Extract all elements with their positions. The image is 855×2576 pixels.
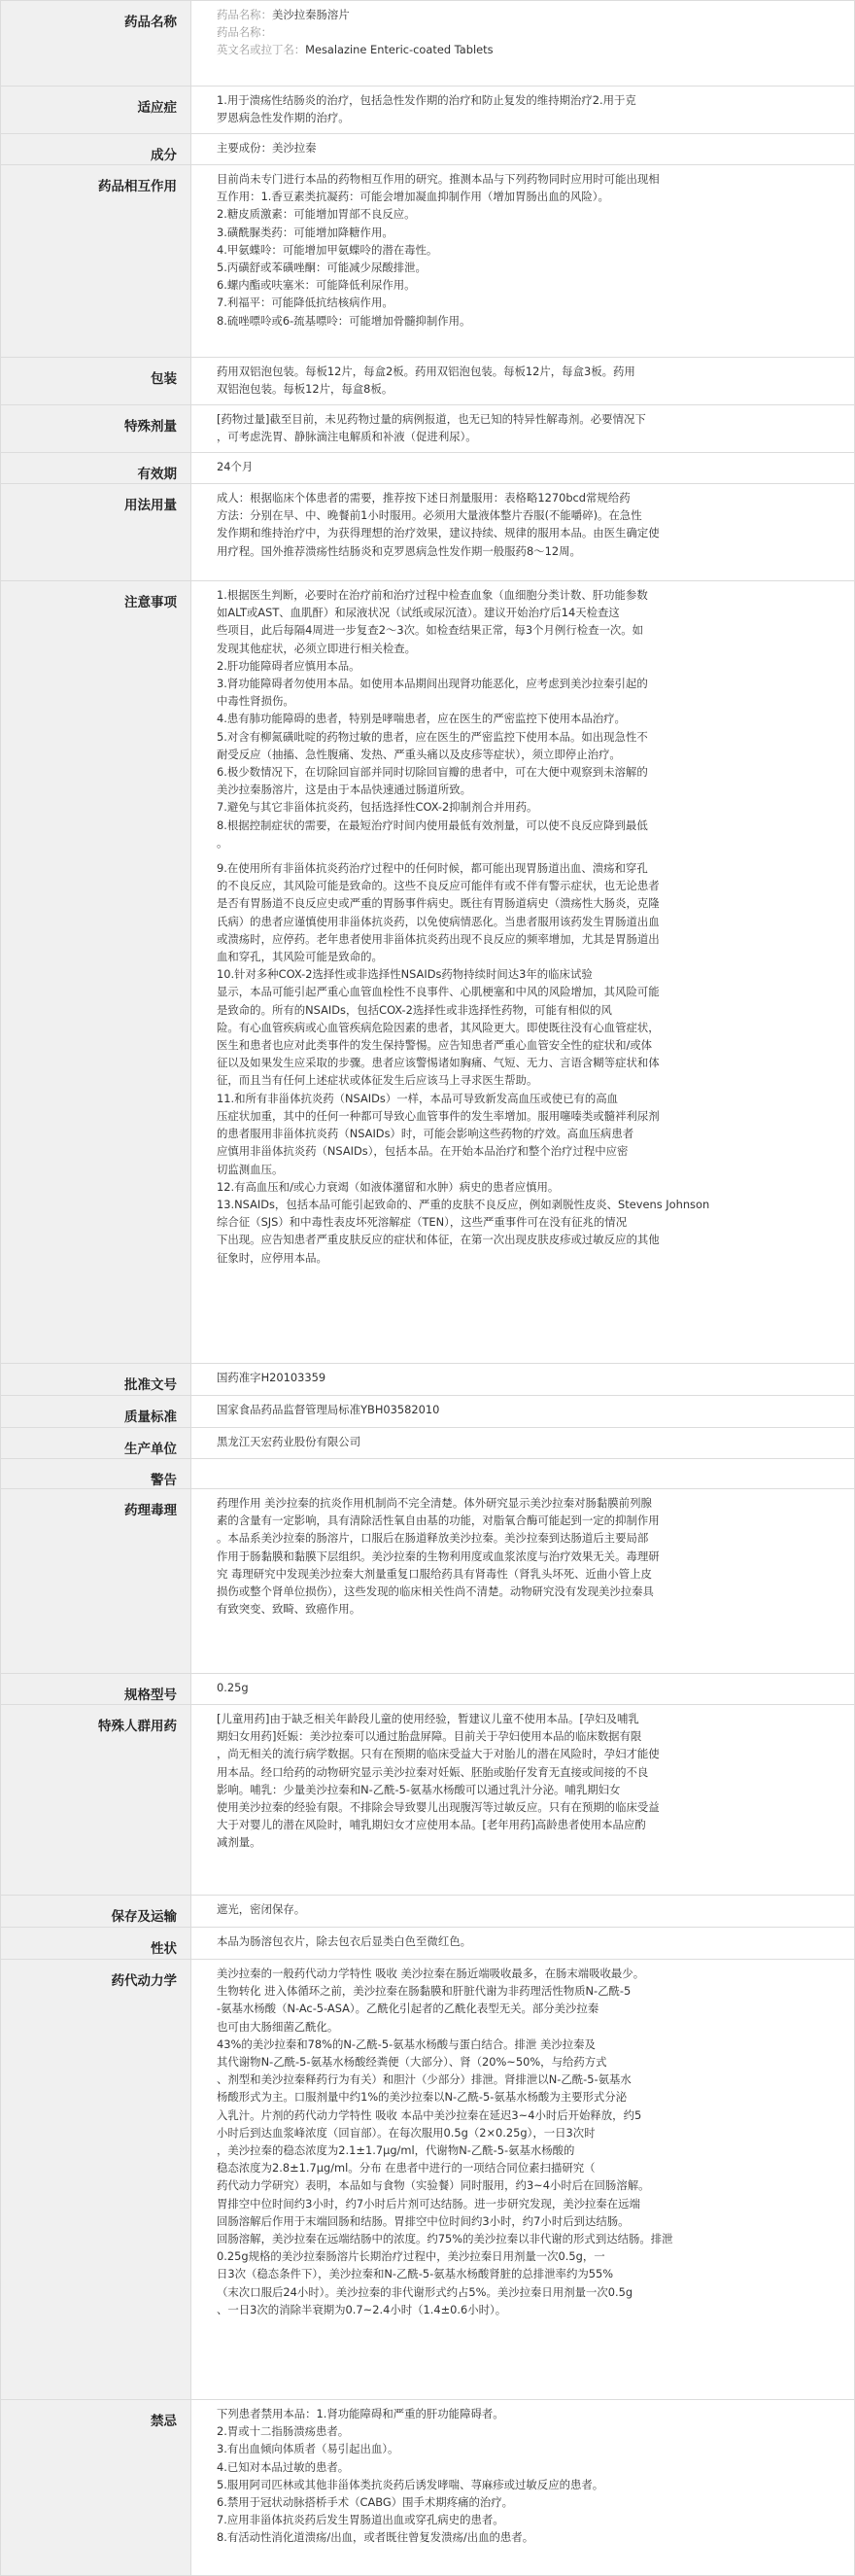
text-line: 2.肝功能障碍者应慎用本品。: [217, 658, 360, 673]
text-line: 8.硫唑嘌呤或6-巯基嘌呤：可能增加骨髓抑制作用。: [217, 313, 471, 328]
text-line: 0.25g: [217, 1681, 249, 1694]
row-label: [1, 1, 191, 86]
text-line: 8.根据控制症状的需要，在最短治疗时间内使用最低有效剂量，可以使不良反应降到最低: [217, 818, 648, 832]
row-value: [191, 1674, 854, 1704]
text-line: 氏病）的患者应谨慎使用非甾体抗炎药，以免使病情恶化。当患者服用该药发生胃肠道出血: [217, 914, 660, 928]
text-line: 0.25g规格的美沙拉秦肠溶片长期治疗过程中，美沙拉秦日用剂量一次0.5g，一: [217, 2249, 605, 2264]
field-caption: 英文名或拉丁名：: [217, 43, 306, 57]
row-label: [1, 1489, 191, 1673]
text-line: 3.有出血倾向体质者（易引起出血）。: [217, 2442, 399, 2456]
text-line: 5.对含有柳氮磺吡啶的药物过敏的患者，应在医生的严密监控下使用本品。如出现急性不: [217, 729, 648, 744]
text-line: 。: [217, 835, 228, 850]
text-line: 影响。哺乳：少量美沙拉秦和N-乙酰-5-氨基水杨酸可以通过乳汁分泌。哺乳期妇女: [217, 1782, 621, 1796]
text-line: 国药准字H20103359: [217, 1371, 326, 1384]
row-overdose: [1, 405, 854, 453]
text-line: 下列患者禁用本品：1.肾功能障碍和严重的肝功能障碍者。: [217, 2407, 504, 2420]
row-label-text: 质量标准: [124, 1410, 177, 1425]
text-line: 3.肾功能障碍者勿使用本品。如使用本品期间出现肾功能恶化，应考虑到美沙拉秦引起的: [217, 677, 648, 691]
text-line: 用疗程。国外推荐溃疡性结肠炎和克罗恩病急性发作期一般服药8～12周。: [217, 543, 581, 558]
text-line: 回肠溶解后作用于末端回肠和结肠。胃排空中位时间约3小时，约7小时后到达结肠。: [217, 2213, 630, 2228]
row-contra: [1, 2400, 854, 2575]
text-line: 国家食品药品监督管理局标准YBH03582010: [217, 1403, 440, 1416]
text-line: ，可考虑洗胃、静脉滴注电解质和补液（促进利尿）。: [217, 430, 477, 444]
text-line: 发作期和维持治疗中，为获得理想的治疗效果，建议持续、规律的服用本品。由医生确定使: [217, 526, 660, 540]
row-value: [191, 1396, 854, 1427]
row-value: [191, 484, 854, 580]
text-line: [217, 6, 844, 23]
text-line: 美沙拉秦的一般药代动力学特性 吸收 美沙拉秦在肠近端吸收最多，在肠末端吸收最少。: [217, 1967, 645, 1980]
text-line: 压症状加重，其中的任何一种都可导致心血管事件的发生率增加。服用噻嗪类或髓袢利尿剂: [217, 1108, 660, 1123]
text-line: 的患者服用非甾体抗炎药（NSAIDs）时，可能会影响这些药物的疗效。高血压病患者: [217, 1127, 634, 1141]
text-line: 其代谢物N-乙酰-5-氨基水杨酸经粪便（大部分）、肾（20%~50%，与给药方式: [217, 2055, 607, 2070]
row-label: [1, 1928, 191, 1959]
field-value: 美沙拉秦肠溶片: [271, 8, 350, 21]
text-line: 下出现。应告知患者严重皮肤反应的症状和体征，在第一次出现皮肤皮疹或过敏反应的其他: [217, 1233, 660, 1247]
row-ingredient: [1, 134, 854, 165]
text-line: 大于对婴儿的潜在风险时，哺乳期妇女才应使用本品。[老年用药]高龄患者使用本品应酌: [217, 1818, 646, 1832]
row-label: [1, 358, 191, 404]
row-label-text: 禁忌: [151, 2414, 177, 2429]
text-line: 互作用：1.香豆素类抗凝药：可能会增加凝血抑制作用（增加胃肠出血的风险）。: [217, 190, 609, 204]
row-value: [191, 1705, 854, 1895]
row-label-text: 规格型号: [124, 1688, 177, 1703]
text-line: 13.NSAIDs，包括本品可能引起致命的、严重的皮肤不良反应，例如剥脱性皮炎、Stevens Johnson: [217, 1197, 710, 1211]
text-line: 素的含量有一定影响，具有清除活性氧自由基的功能，对脂氧合酶可能起到一定的抑制作用: [217, 1514, 660, 1528]
text-line: 的不良反应，其风险可能是致命的。这些不良反应可能伴有或不伴有警示症状，也无论患者: [217, 879, 660, 893]
text-line: 有致突变、致畸、致癌作用。: [217, 1602, 361, 1617]
text-line: 药用双铝泡包装。每板12片，每盒2板。药用双铝泡包装。每板12片，每盒3板。药用: [217, 365, 635, 378]
text-line: 是否有胃肠道不良反应史或严重的胃肠事件病史。既往有胃肠道病史（溃疡性大肠炎，克隆: [217, 896, 660, 911]
text-line: 遮光，密闭保存。: [217, 1902, 306, 1916]
text-line: 损伤或整个肾单位损伤），这些发现的临床相关性尚不清楚。动物研究没有发现美沙拉秦具: [217, 1584, 654, 1599]
text-line: 期妇女用药]妊娠：美沙拉秦可以通过胎盘屏障。目前关于孕妇使用本品的临床数据有限: [217, 1729, 642, 1744]
row-label-text: 药代动力学: [111, 1973, 177, 1989]
text-line: 药理作用 美沙拉秦的抗炎作用机制尚不完全清楚。体外研究显示美沙拉秦对肠黏膜前列腺: [217, 1496, 652, 1510]
text-line: 应慎用非甾体抗炎药（NSAIDs），包括本品。在开始本品治疗和整个治疗过程中应密: [217, 1144, 629, 1159]
text-line: 用本品。经口给药的动物研究显示美沙拉秦对妊娠、胚胎或胎仔发育无直接或间接的不良: [217, 1764, 649, 1779]
text-line: 回肠溶解，美沙拉秦在远端结肠中的浓度。约75%的美沙拉秦以非代谢的形式到达结肠。排泄: [217, 2232, 673, 2246]
text-line: 小时后到达血浆峰浓度（回盲部）。在每次服用0.5g（2×0.25g），一日3次时: [217, 2125, 596, 2140]
text-line: 9.在使用所有非甾体抗炎药治疗过程中的任何时候，都可能出现胃肠道出血、溃疡和穿孔: [217, 861, 648, 876]
text-line: 5.服用阿司匹林或其他非甾体类抗炎药后诱发哮喘、荨麻疹或过敏反应的患者。: [217, 2477, 604, 2491]
text-line: 12.有高血压和/或心力衰竭（如液体潴留和水肿）病史的患者应慎用。: [217, 1179, 560, 1194]
text-line: 1.用于溃疡性结肠炎的治疗，包括急性发作期的治疗和防止复发的维持期治疗2.用于克: [217, 93, 636, 107]
text-line: 6.极少数情况下，在切除回盲部并同时切除回盲瓣的患者中，可在大便中观察到未溶解的: [217, 765, 648, 780]
row-label-text: 特殊剂量: [124, 419, 177, 435]
text-line: [药物过量]截至目前，未见药物过量的病例报道，也无已知的特异性解毒剂。必要情况下: [217, 412, 646, 426]
row-label: [1, 581, 191, 1363]
text-line: 究 毒理研究中发现美沙拉秦大剂量重复口服给药具有肾毒性（肾乳头坏死、近曲小管上皮: [217, 1566, 652, 1581]
text-line: 、一日3次的消除半衰期为0.7~2.4小时（1.4±0.6小时）。: [217, 2302, 507, 2316]
row-label-text: 用法用量: [124, 498, 177, 513]
row-value: [191, 453, 854, 483]
row-label: [1, 134, 191, 164]
row-storage: [1, 1896, 854, 1928]
row-label: [1, 2400, 191, 2575]
row-label: [1, 1705, 191, 1895]
text-line: 或溃疡时，应停药。老年患者使用非甾体抗炎药出现不良反应的频率增加，尤其是胃肠道出: [217, 931, 660, 946]
text-line: 成人：根据临床个体患者的需要，推荐按下述日剂量服用：表格略1270bcd常规给药: [217, 491, 631, 505]
text-line: 11.和所有非甾体抗炎药（NSAIDs）一样，本品可导致新发高血压或使已有的高血: [217, 1091, 619, 1105]
field-caption: 药品名称：: [217, 8, 272, 21]
row-value: [191, 358, 854, 404]
text-line: 作用于肠黏膜和黏膜下层组织。美沙拉秦的生物利用度或血浆浓度与治疗效果无关。毒理研: [217, 1549, 660, 1563]
text-line: 综合征（SJS）和中毒性表皮坏死溶解症（TEN），这些严重事件可在没有征兆的情况: [217, 1215, 628, 1230]
text-line: -氨基水杨酸（N-Ac-5-ASA）。乙酰化引起者的乙酰化表型无关。部分美沙拉秦: [217, 2002, 599, 2016]
row-label-text: 性状: [151, 1941, 177, 1957]
text-line: 。本品系美沙拉秦的肠溶片，口服后在肠道释放美沙拉秦。美沙拉秦到达肠道后主要局部: [217, 1531, 649, 1546]
row-label-text: 药理毒理: [124, 1503, 177, 1518]
row-label-text: 药品名称: [124, 15, 177, 30]
text-line: 中毒性肾损伤。: [217, 694, 294, 709]
row-interaction: [1, 165, 854, 358]
text-line: 如ALT或AST、血肌酐）和尿液状况（试纸或尿沉渣）。建议开始治疗后14天检查这: [217, 606, 620, 620]
text-line: 3.磺酰脲类药：可能增加降糖作用。: [217, 225, 393, 239]
text-line: 药代动力学研究）表明，本品如与食物（实验餐）同时服用，约3~4小时后在回肠溶解。: [217, 2178, 650, 2193]
row-package: [1, 358, 854, 405]
row-label: [1, 1896, 191, 1927]
row-warning: [1, 1459, 854, 1489]
row-value: [191, 1, 854, 86]
row-value: [191, 165, 854, 357]
text-line: 1.根据医生判断，必要时在治疗前和治疗过程中检查血象（血细胞分类计数、肝功能参数: [217, 588, 648, 602]
row-label: [1, 87, 191, 133]
text-line: 本品为肠溶包衣片，除去包衣后显类白色至微红色。: [217, 1934, 471, 1948]
text-line: 征象时，应停用本品。: [217, 1250, 327, 1265]
text-line: [217, 23, 844, 41]
text-line: 生物转化 进入体循环之前，美沙拉秦在肠黏膜和肝脏代谢为非药理活性物质N-乙酰-5: [217, 1984, 632, 1999]
text-line: 方法：分别在早、中、晚餐前1小时服用。必须用大量液体整片吞服(不能嚼碎)。在急性: [217, 508, 642, 523]
text-line: 使用美沙拉秦的经验有限。不排除会导致婴儿出现腹泻等过敏反应。只有在预期的临床受益: [217, 1800, 660, 1815]
row-label-text: 适应症: [137, 100, 177, 116]
row-appearance: [1, 1928, 854, 1960]
text-line: 7.避免与其它非甾体抗炎药，包括选择性COX-2抑制剂合并用药。: [217, 800, 538, 815]
row-label: [1, 453, 191, 483]
row-label: [1, 1428, 191, 1458]
text-line: 医生和患者也应对此类事件的发生保持警惕。应告知患者严重心血管安全性的症状和/或体: [217, 1038, 653, 1053]
text-line: 美沙拉秦肠溶片，这是由于本品快速通过肠道所致。: [217, 783, 471, 797]
text-line: 2.胃或十二指肠溃疡患者。: [217, 2424, 350, 2439]
text-line: 黑龙江天宏药业股份有限公司: [217, 1435, 361, 1448]
text-line: 主要成份：美沙拉秦: [217, 141, 317, 155]
text-line: 日3次（稳态条件下），美沙拉秦和N-乙酰-5-氨基水杨酸肾脏的总排泄率约为55%: [217, 2267, 614, 2281]
text-line: 罗恩病急性发作期的治疗。: [217, 111, 350, 125]
text-line: 目前尚未专门进行本品的药物相互作用的研究。推测本品与下列药物同时应用时可能出现相: [217, 172, 660, 186]
row-name: [1, 1, 854, 87]
text-line: 发现其他症状，必须立即进行相关检查。: [217, 641, 417, 655]
text-line: 显示，本品可能引起严重心血管血栓性不良事件、心肌梗塞和中风的风险增加，其风险可能: [217, 985, 660, 999]
text-line: 43%的美沙拉秦和78%的N-乙酰-5-氨基水杨酸与蛋白结合。排泄 美沙拉秦及: [217, 2036, 596, 2051]
row-value: [191, 1364, 854, 1395]
row-label-text: 包装: [151, 371, 177, 387]
field-caption: 药品名称：: [217, 25, 272, 40]
row-label: [1, 484, 191, 580]
row-label: [1, 405, 191, 452]
row-standard: [1, 1396, 854, 1428]
text-line: 6.禁用于冠状动脉搭桥手术（CABG）围手术期疼痛的治疗。: [217, 2495, 514, 2510]
text-line: 杨酸形式为主。口服剂量中约1%的美沙拉秦以N-乙酰-5-氨基水杨酸为主要形式分泌: [217, 2090, 628, 2105]
text-line: 2.糖皮质激素：可能增加胃部不良反应。: [217, 207, 416, 222]
text-line: 4.患有肺功能障碍的患者，特别是哮喘患者，应在医生的严密监控下使用本品治疗。: [217, 712, 626, 726]
text-line: 征以及如果发生应采取的步骤。患者应该警惕诸如胸痛、气短、无力、言语含糊等症状和体: [217, 1056, 660, 1070]
row-label-text: 药品相互作用: [98, 179, 177, 194]
row-value: [191, 1489, 854, 1673]
text-line: 是致命的。所有的NSAIDs，包括COX-2选择性或非选择性药物，可能有相似的风: [217, 1002, 612, 1017]
row-value: [191, 1928, 854, 1959]
row-value: [191, 87, 854, 133]
row-label-text: 特殊人群用药: [98, 1719, 177, 1734]
text-line: 稳态浓度为2.8±1.7μg/ml。分布 在患者中进行的一项结合同位素扫描研究（: [217, 2161, 596, 2176]
row-value: [191, 1459, 854, 1488]
row-spec: [1, 1674, 854, 1705]
text-line: 切监测血压。: [217, 1162, 284, 1176]
text-line: 10.针对多种COX-2选择性或非选择性NSAIDs药物持续时间达3年的临床试验: [217, 967, 593, 982]
row-label: [1, 1396, 191, 1427]
text-line: 减剂量。: [217, 1835, 261, 1850]
row-label: [1, 1364, 191, 1395]
paragraph-gap: [217, 852, 844, 859]
text-line: 6.螺内酯或呋塞米：可能降低利尿作用。: [217, 278, 416, 293]
text-line: 24个月: [217, 460, 254, 473]
row-label: [1, 165, 191, 357]
row-value: [191, 134, 854, 164]
text-line: 5.丙磺舒或苯磺唑酮：可能减少尿酸排泄。: [217, 261, 427, 275]
row-value: [191, 1896, 854, 1927]
row-value: [191, 405, 854, 452]
row-approval: [1, 1364, 854, 1396]
text-line: 8.有活动性消化道溃疡/出血，或者既往曾复发溃疡/出血的患者。: [217, 2530, 534, 2545]
row-caution: [1, 581, 854, 1364]
row-value: [191, 2400, 854, 2575]
row-pharmacology: [1, 1489, 854, 1674]
row-label: [1, 1459, 191, 1488]
row-label-text: 成分: [151, 148, 177, 163]
text-line: 4.甲氨蝶呤：可能增加甲氨蝶呤的潜在毒性。: [217, 242, 438, 257]
row-value: [191, 1428, 854, 1458]
text-line: （末次口服后24小时）。美沙拉秦的非代谢形式约占5%。美沙拉秦日用剂量一次0.5g: [217, 2284, 633, 2299]
row-label: [1, 1960, 191, 2399]
row-label-text: 生产单位: [124, 1442, 177, 1457]
text-line: [儿童用药]由于缺乏相关年龄段儿童的使用经验，暂建议儿童不使用本品。[孕妇及哺乳: [217, 1712, 639, 1725]
field-value: Mesalazine Enteric-coated Tablets: [305, 43, 494, 57]
row-label-text: 保存及运输: [111, 1909, 177, 1925]
row-label-text: 注意事项: [124, 595, 177, 610]
text-line: 征，而且当有任何上述症状或体征发生后应该马上寻求医生帮助。: [217, 1073, 538, 1088]
text-line: 双铝泡包装。每板12片，每盒8板。: [217, 382, 393, 397]
row-value: [191, 581, 854, 1363]
row-label-text: 有效期: [137, 467, 177, 482]
text-line: 些项目，此后每隔4周进一步复查2～3次。如检查结果正常，每3个月例行检查一次。如: [217, 623, 644, 638]
row-value: [191, 1960, 854, 2399]
row-special: [1, 1705, 854, 1896]
text-line: ，尚无相关的流行病学数据。只有在预期的临床受益大于对胎儿的潜在风险时，孕妇才能使: [217, 1747, 660, 1761]
text-line: 7.利福平：可能降低抗结核病作用。: [217, 296, 393, 310]
row-dosage: [1, 484, 854, 581]
row-label: [1, 1674, 191, 1704]
text-line: 血和穿孔，其风险可能是致命的。: [217, 950, 383, 964]
text-line: 耐受反应（抽搐、急性腹痛、发热、严重头痛以及皮疹等症状），须立即停止治疗。: [217, 747, 621, 761]
text-line: [217, 41, 844, 58]
row-validity: [1, 453, 854, 484]
row-maker: [1, 1428, 854, 1459]
row-indication: [1, 87, 854, 134]
text-line: 4.已知对本品过敏的患者。: [217, 2459, 350, 2474]
text-line: 也可由大肠细菌乙酰化。: [217, 2019, 339, 2034]
row-label-text: 批准文号: [124, 1377, 177, 1393]
text-line: 险。有心血管疾病或心血管疾病危险因素的患者，其风险更大。即使既往没有心血管症状，: [217, 1020, 660, 1034]
text-line: ，美沙拉秦的稳态浓度为2.1±1.7μg/ml，代谢物N-乙酰-5-氨基水杨酸的: [217, 2143, 575, 2158]
text-line: 7.应用非甾体抗炎药后发生胃肠道出血或穿孔病史的患者。: [217, 2513, 504, 2527]
row-pk: [1, 1960, 854, 2400]
text-line: 、剂型和美沙拉秦释药行为有关）和胆汁（少部分）排泄。肾排泄以N-乙酰-5-氨基水: [217, 2072, 632, 2087]
text-line: 胃排空中位时间约3小时，约7小时后片剂可达结肠。进一步研究发现，美沙拉秦在远端: [217, 2196, 640, 2210]
row-label-text: 警告: [151, 1473, 177, 1488]
text-line: 入乳汁。片剂的药代动力学特性 吸收 本品中美沙拉秦在延迟3~4小时后开始释放，约5: [217, 2107, 642, 2122]
